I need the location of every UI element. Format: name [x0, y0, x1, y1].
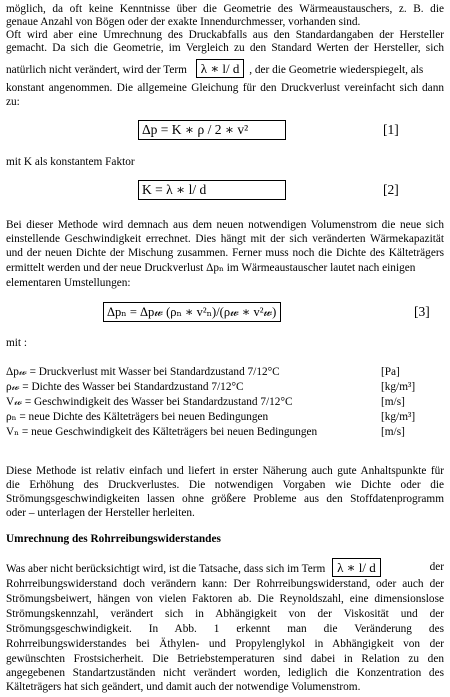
definition-unit: [kg/m³]: [381, 411, 416, 423]
equation-3-formula: Δpₙ = Δp𝓌 (ρₙ ∗ v²ₙ)/(ρ𝓌 ∗ v²𝓌): [103, 302, 281, 322]
definition-row: [6, 426, 317, 439]
text-line: mit :: [6, 337, 28, 349]
definition-row: [6, 411, 268, 424]
text-fragment: im Wärmeaustauscher lautet nach einigen: [223, 262, 416, 274]
text-fragment: der: [429, 561, 444, 573]
definition-unit: [Pa]: [381, 366, 400, 378]
definition-symbol: Δp𝓌: [6, 366, 27, 378]
text-line: Diese Methode ist relativ einfach und liefert in erster Näherung auch gute Anhaltspunkte für: [6, 465, 444, 477]
text-line: Strömungskennzahl, verändert sich in Abhängigkeit von der Viskosität und der: [6, 608, 444, 620]
text-fragment: natürlich nicht verändert, wird der Term: [6, 64, 187, 76]
definition-symbol: Vₙ: [6, 426, 20, 438]
text-line: Strömungsgeschwindigkeit. In Abb. 1 erkennt man die Veränderung des: [6, 623, 444, 635]
equation-2-formula: K = λ ∗ l/ d: [138, 180, 286, 200]
text-line: Rohrreibungswiderstand doch verändern kann: Der Rohrreibungswiderstand, oder auch der: [6, 578, 444, 590]
text-line: Oft wird aber eine Umrechnung des Druckabfalls aus den Standardangaben der Hersteller: [6, 29, 444, 41]
text-line: Rohrreibungswiderstandes bei Äthylen- und Propylenglykol in Abhängigkeit von der: [6, 638, 444, 650]
definition-text: = Druckverlust mit Wasser bei Standardzustand 7/12°C: [26, 366, 280, 378]
text-line: gewünschten Frostsicherheit. Die Betriebstemperaturen sind dabei in Relation zu den: [6, 653, 444, 665]
text-fragment: Was aber nicht berücksichtigt wird, ist die Tatsache, dass sich im Term: [6, 563, 326, 575]
definition-unit: [m/s]: [381, 396, 405, 408]
friction-term-box: λ ∗ l/ d: [332, 558, 381, 577]
text-line: einstellende Geschwindigkeit errechnet. Dies hängt mit der sich veränderten Wärmekapazität: [6, 233, 444, 245]
definition-unit: [kg/m³]: [381, 381, 416, 393]
text-line: Kälteträgers hat sich geändert, und damit auch der notwendige Volumenstrom.: [6, 681, 361, 693]
equation-1-formula: Δp = K ∗ ρ / 2 ∗ v²: [138, 120, 286, 140]
text-line: Bei dieser Methode wird demnach aus dem neuen notwendigen Volumenstrom die neue sich: [6, 219, 444, 231]
definition-symbol: V𝓌: [6, 396, 22, 408]
geometry-term-box: λ ∗ l/ d: [196, 59, 245, 78]
text-line: möglich, da oft keine Kenntnisse über die Geometrie des Wärmeaustauschers, z. B. die: [6, 3, 444, 15]
equation-2-number: [2]: [383, 182, 399, 197]
text-line: mit K als konstantem Faktor: [6, 156, 135, 168]
text-line: konstant angenommen. Die allgemeine Gleichung für den Druckverlust vereinfacht sich dann: [6, 82, 444, 94]
text-line: elementaren Umstellungen:: [6, 277, 131, 289]
equation-3-number: [3]: [414, 304, 430, 319]
text-line-with-term: [6, 62, 444, 77]
definition-row: [6, 366, 280, 379]
text-line: angegebenen Standartzuständen nicht verändert worden, lediglich die Konzentration des: [6, 667, 444, 679]
text-fragment: , der die Geometrie wiederspiegelt, als: [249, 64, 424, 76]
definition-row: [6, 396, 293, 409]
definition-text: = Geschwindigkeit des Wasser bei Standardzustand 7/12°C: [22, 396, 293, 408]
text-line: Strömungsgeschwindigkeiten lassen ohne größere Probleme aus den Stoffdatenprogramm: [6, 493, 444, 505]
text-line: die Erhöhung des Druckverlustes. Die notwendigen Vorgaben wie Dichte oder die: [6, 479, 444, 491]
text-fragment: ermittelt werden und der neue Druckverlust: [6, 262, 207, 274]
text-line: und der neuen Dichte der Mischung zusammen. Ferner muss noch die Dichte des Kälteträgers: [6, 247, 444, 259]
text-line: [6, 262, 444, 275]
text-line: oder – unterlagen der Hersteller herleiten.: [6, 507, 195, 519]
definition-unit: [m/s]: [381, 426, 405, 438]
equation-1-number: [1]: [383, 122, 399, 137]
pressure-loss-symbol: Δpₙ: [206, 262, 224, 274]
text-line: genaue Anzahl von Bögen oder der exakte Innendurchmesser, vorhanden sind.: [6, 16, 361, 28]
definition-text: = Dichte des Wasser bei Standardzustand 7/12°C: [19, 381, 244, 393]
definition-symbol: ρ𝓌: [6, 381, 20, 393]
definition-text: = neue Dichte des Kälteträgers bei neuen Bedingungen: [16, 411, 269, 423]
text-line: Strömungsbeiwert, hängen von vielen Faktoren ab. Die Reynoldszahl, eine dimensionslose: [6, 593, 444, 605]
text-line-with-term: [6, 561, 444, 576]
definition-text: = neue Geschwindigkeit des Kälteträgers bei neuen Bedingungen: [19, 426, 318, 438]
definition-symbol: ρₙ: [6, 411, 17, 423]
definition-row: [6, 381, 244, 394]
section-heading: Umrechnung des Rohrreibungswiderstandes: [6, 533, 221, 545]
text-line: zu:: [6, 96, 20, 108]
text-line: gemacht. Da sich die Geometrie, im Vergleich zu den Standard Werten der Hersteller, sich: [6, 42, 444, 54]
